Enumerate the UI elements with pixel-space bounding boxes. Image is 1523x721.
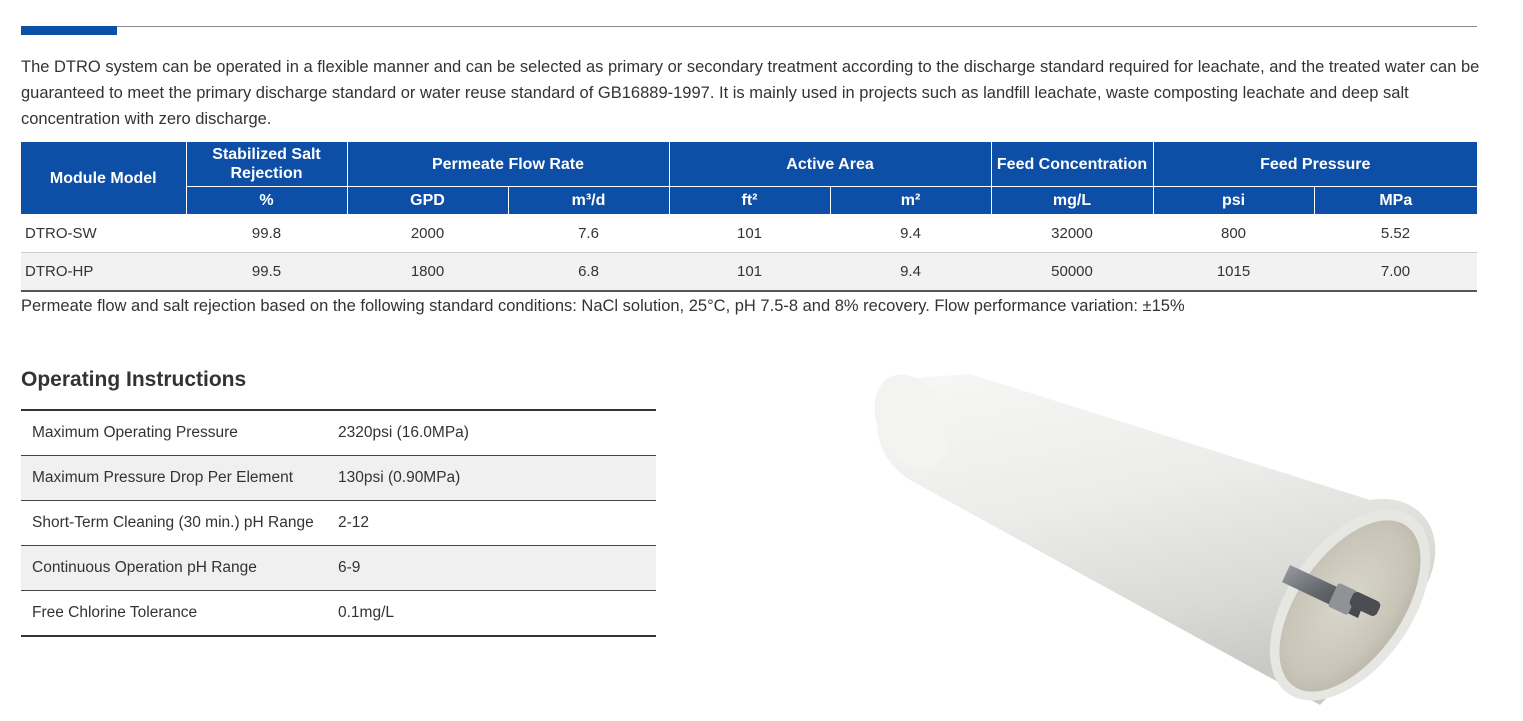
unit-m3d: m³/d [508,187,669,215]
list-item [21,546,656,591]
ops-value: 6-9 [338,559,361,576]
membrane-module-image [850,360,1450,721]
specifications-table [21,142,1477,292]
cell-mgl: 50000 [991,253,1153,292]
cell-m3d: 7.6 [508,215,669,253]
unit-gpd: GPD [347,187,508,215]
cell-gpd: 2000 [347,215,508,253]
ops-value: 130psi (0.90MPa) [338,469,461,486]
unit-percent: % [186,187,347,215]
cell-m2: 9.4 [830,215,991,253]
unit-m2: m² [830,187,991,215]
header-feed-concentration: Feed Concentration [991,142,1153,187]
cell-ft2: 101 [669,215,830,253]
operating-instructions-table [21,409,656,637]
list-item [21,411,656,456]
ops-value: 2320psi (16.0MPa) [338,424,469,441]
top-divider-accent [21,26,117,35]
header-feed-pressure: Feed Pressure [1153,142,1477,187]
table-row [21,253,1477,292]
cell-model: DTRO-HP [21,253,186,292]
cell-psi: 800 [1153,215,1314,253]
cell-mpa: 5.52 [1314,215,1477,253]
cell-rejection: 99.8 [186,215,347,253]
ops-label: Maximum Pressure Drop Per Element [32,469,293,486]
ops-label: Maximum Operating Pressure [32,424,238,441]
cell-psi: 1015 [1153,253,1314,292]
header-active-area: Active Area [669,142,991,187]
cell-m2: 9.4 [830,253,991,292]
table-unit-row [21,187,1477,215]
header-salt-rejection: Stabilized Salt Rejection [186,142,347,187]
unit-psi: psi [1153,187,1314,215]
header-permeate-flow: Permeate Flow Rate [347,142,669,187]
operating-instructions-title: Operating Instructions [21,368,247,391]
header-module-model: Module Model [21,142,186,215]
table-row [21,215,1477,253]
cell-model: DTRO-SW [21,215,186,253]
ops-label: Free Chlorine Tolerance [32,604,198,621]
list-item [21,456,656,501]
table-footnote: Permeate flow and salt rejection based on the following standard conditions: NaCl solution, 25°C, pH 7.5-8 and 8% recovery. Flow performance variation: ±15% [21,297,1185,315]
cell-m3d: 6.8 [508,253,669,292]
ops-label: Continuous Operation pH Range [32,559,257,576]
unit-mgl: mg/L [991,187,1153,215]
unit-mpa: MPa [1314,187,1477,215]
cell-rejection: 99.5 [186,253,347,292]
cell-ft2: 101 [669,253,830,292]
ops-label: Short-Term Cleaning (30 min.) pH Range [32,514,314,531]
cell-mgl: 32000 [991,215,1153,253]
ops-value: 2-12 [338,514,370,531]
list-item [21,501,656,546]
table-header-row [21,142,1477,187]
cell-gpd: 1800 [347,253,508,292]
ops-value: 0.1mg/L [338,604,395,621]
list-item [21,591,656,637]
top-divider [21,26,1477,27]
cell-mpa: 7.00 [1314,253,1477,292]
unit-ft2: ft² [669,187,830,215]
intro-paragraph: The DTRO system can be operated in a flexible manner and can be selected as primary or secondary treatment according to the discharge standard required for leachate, and the treated water can be guaranteed to meet the primary discharge standard or water reuse standard of GB16889-1997. It is mainly used in projects such as landfill leachate, waste composting leachate and deep salt concentration with zero discharge. [21,58,1480,128]
